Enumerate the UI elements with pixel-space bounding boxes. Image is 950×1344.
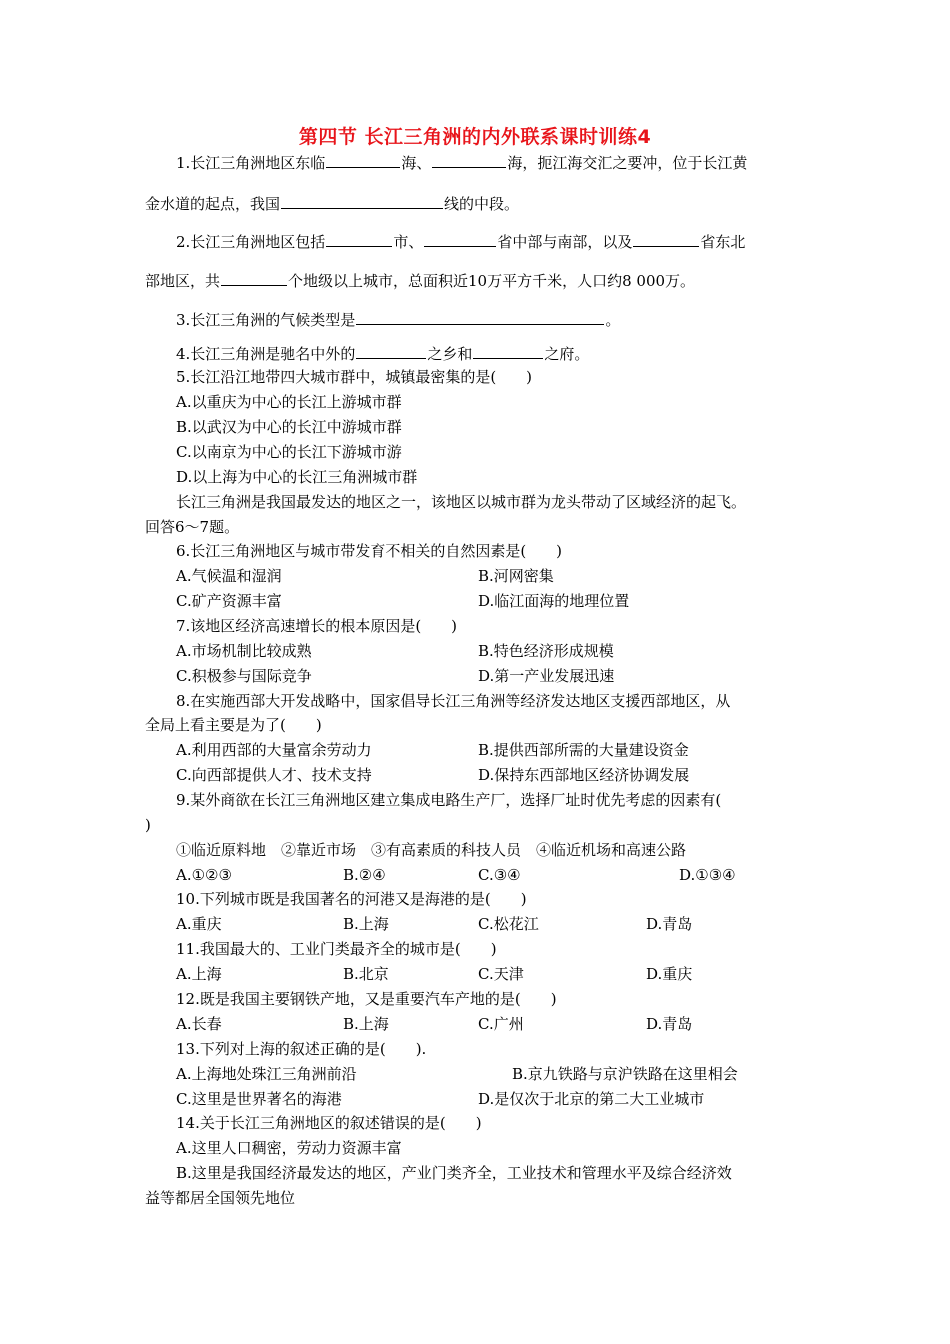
question-12-option-a: A.长春 [176,1015,222,1033]
question-14-option-b-line-1: B.这里是我国经济最发达的地区，产业门类齐全，工业技术和管理水平及综合经济效 [176,1164,732,1182]
question-11-option-a: A.上海 [176,965,222,983]
question-9-option-d: D.①③④ [679,866,736,884]
q2-text-a: 2.长江三角洲地区包括 [176,233,326,251]
question-8-option-a: A.利用西部的大量富余劳动力 [176,741,372,759]
question-6-option-a: A.气候温和湿润 [176,567,282,585]
question-11-option-d: D.重庆 [646,965,693,983]
q1-text-a: 1.长江三角洲地区东临 [176,154,326,172]
q3-blank [356,309,604,325]
q2-text-d: 省东北 [700,233,746,251]
question-11-option-c: C.天津 [478,965,524,983]
q1-text-b: 海、 [401,154,432,172]
question-12-option-c: C.广州 [478,1015,524,1033]
question-10-option-a: A.重庆 [176,915,222,933]
question-9-option-a: A.①②③ [176,866,232,884]
question-1-line-1 [176,152,747,173]
question-10-option-c: C.松花江 [478,915,539,933]
question-2-line-1 [176,231,745,252]
question-5-stem: 5.长江沿江地带四大城市群中，城镇最密集的是( ) [176,368,533,386]
question-7-option-c: C.积极参与国际竞争 [176,667,312,685]
q4-blank-1 [356,343,426,359]
question-5-option-c: C.以南京为中心的长江下游城市游 [176,443,402,461]
q2-blank-2 [424,231,496,247]
question-11-stem: 11.我国最大的、工业门类最齐全的城市是( ) [176,940,497,958]
question-12-option-d: D.青岛 [646,1015,693,1033]
q2-blank-1 [326,231,392,247]
q3-text-a: 3.长江三角洲的气候类型是 [176,311,356,329]
q4-text-a: 4.长江三角洲是驰名中外的 [176,345,356,363]
q1-blank-1 [326,152,400,168]
q1-blank-2 [432,152,506,168]
question-13-option-d: D.是仅次于北京的第二大工业城市 [478,1090,705,1108]
question-12-stem: 12.既是我国主要钢铁产地，又是重要汽车产地的是( ) [176,990,557,1008]
question-7-stem: 7.该地区经济高速增长的根本原因是( ) [176,617,458,635]
q2-text-f: 个地级以上城市，总面积近10万平方千米，人口约8 000万。 [288,272,696,290]
question-9-option-b: B.②④ [343,866,386,884]
q1-text-c: 海，扼江海交汇之要冲，位于长江黄 [507,154,748,172]
question-13-option-a: A.上海地处珠江三角洲前沿 [176,1065,357,1083]
question-5-option-d: D.以上海为中心的长江三角洲城市群 [176,468,418,486]
q4-text-b: 之乡和 [427,345,473,363]
question-8-option-c: C.向西部提供人才、技术支持 [176,766,372,784]
question-9-line-1: 9.某外商欲在长江三角洲地区建立集成电路生产厂，选择厂址时优先考虑的因素有( [176,791,722,809]
question-7-option-d: D.第一产业发展迅速 [478,667,615,685]
q1-blank-3 [281,193,443,209]
question-5-option-a: A.以重庆为中心的长江上游城市群 [176,393,402,411]
question-6-option-d: D.临江面海的地理位置 [478,592,630,610]
question-2-line-2 [145,270,695,291]
question-10-option-b: B.上海 [343,915,389,933]
q1-text-d: 金水道的起点，我国 [145,195,281,213]
q2-blank-4 [221,270,287,286]
question-1-line-2 [145,193,519,214]
question-9-items: ①临近原料地 ②靠近市场 ③有高素质的科技人员 ④临近机场和高速公路 [176,841,687,859]
question-3 [176,309,620,330]
question-7-option-b: B.特色经济形成规模 [478,642,614,660]
question-8-option-d: D.保持东西部地区经济协调发展 [478,766,690,784]
question-6-stem: 6.长江三角洲地区与城市带发育不相关的自然因素是( ) [176,542,563,560]
q1-text-e: 线的中段。 [444,195,520,213]
q3-text-b: 。 [605,311,621,329]
q4-text-c: 之府。 [544,345,590,363]
question-7-option-a: A.市场机制比较成熟 [176,642,312,660]
question-12-option-b: B.上海 [343,1015,389,1033]
q2-text-b: 市、 [393,233,424,251]
question-13-stem: 13.下列对上海的叙述正确的是( ). [176,1040,427,1058]
question-10-stem: 10.下列城市既是我国著名的河港又是海港的是( ) [176,890,527,908]
intro-line-1: 长江三角洲是我国最发达的地区之一，该地区以城市群为龙头带动了区域经济的起飞。 [176,493,747,511]
question-9-line-2: ) [145,816,151,834]
question-13-option-b: B.京九铁路与京沪铁路在这里相会 [512,1065,738,1083]
question-4 [176,343,589,364]
intro-line-2: 回答6～7题。 [145,518,240,536]
question-11-option-b: B.北京 [343,965,389,983]
question-6-option-c: C.矿产资源丰富 [176,592,282,610]
q4-blank-2 [473,343,543,359]
q2-text-c: 省中部与南部，以及 [497,233,633,251]
question-14-option-b-line-2: 益等都居全国领先地位 [145,1189,296,1207]
question-8-line-1: 8.在实施西部大开发战略中，国家倡导长江三角洲等经济发达地区支援西部地区，从 [176,692,731,710]
q2-text-e: 部地区，共 [145,272,221,290]
question-10-option-d: D.青岛 [646,915,693,933]
question-8-line-2: 全局上看主要是为了( ) [145,716,322,734]
question-5-option-b: B.以武汉为中心的长江中游城市群 [176,418,402,436]
q2-blank-3 [633,231,699,247]
page-title: 第四节 长江三角洲的内外联系课时训练4 [298,126,652,148]
question-14-stem: 14.关于长江三角洲地区的叙述错误的是( ) [176,1114,482,1132]
question-9-option-c: C.③④ [478,866,521,884]
question-8-option-b: B.提供西部所需的大量建设资金 [478,741,689,759]
question-13-option-c: C.这里是世界著名的海港 [176,1090,342,1108]
question-14-option-a: A.这里人口稠密，劳动力资源丰富 [176,1139,402,1157]
question-6-option-b: B.河网密集 [478,567,554,585]
